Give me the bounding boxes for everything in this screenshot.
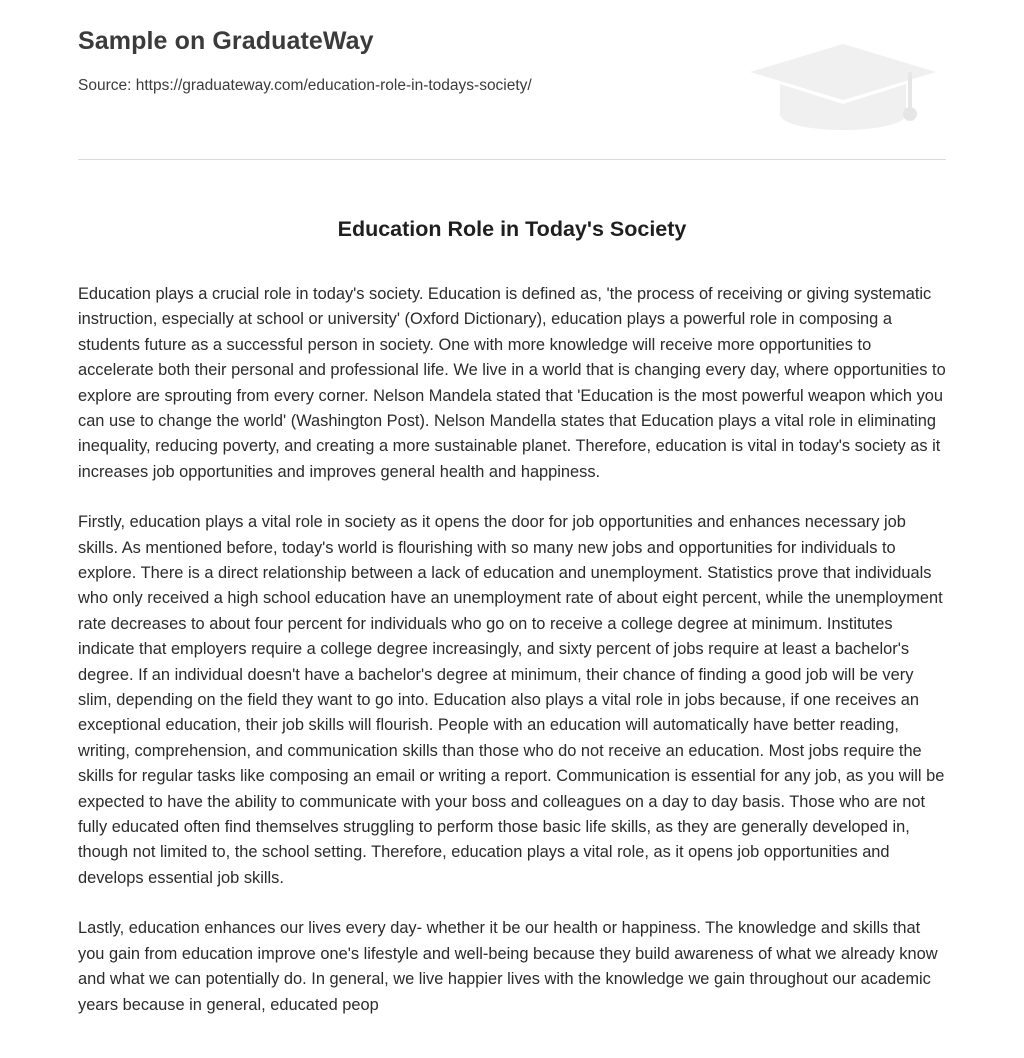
- paragraph: Firstly, education plays a vital role in society as it opens the door for job opportunities and enhances necessary job skills. As mentioned before, today's world is flourishing with so many new jobs and opportunities for individuals to explore. There is a direct relationship between a lack of education and unemployment. Statistics prove that individuals who only received a high school education have an unemployment rate of about eight percent, while the unemployment rate decreases to about four percent for individuals who go on to receive a college degree at minimum. Institutes indicate that employers require a college degree increasingly, and sixty percent of jobs require at least a bachelor's degree. If an individual doesn't have a bachelor's degree at minimum, their chance of finding a good job will be very slim, depending on the field they want to go into. Education also plays a vital role in jobs because, if one receives an exceptional education, their job skills will flourish. People with an education will automatically have better reading, writing, comprehension, and communication skills than those who do not receive an education. Most jobs require the skills for regular tasks like composing an email or writing a report. Communication is essential for any job, as you will be expected to have the ability to communicate with your boss and colleagues on a day to day basis. Those who are not fully educated often find themselves struggling to perform those basic life skills, as they are generally developed in, though not limited to, the school setting. Therefore, education plays a vital role, as it opens job opportunities and develops essential job skills.: [78, 513, 945, 887]
- document-header: [78, 26, 946, 130]
- document-body: [78, 282, 946, 1018]
- header-divider: [78, 159, 946, 160]
- graduation-cap-icon: [748, 40, 938, 132]
- paragraph: Education plays a crucial role in today's society. Education is defined as, 'the process of receiving or giving systematic instruction, especially at school or university' (Oxford Dictionary), education plays a powerful role in composing a students future as a successful person in society. One with more knowledge will receive more opportunities to accelerate both their personal and professional life. We live in a world that is changing every day, where opportunities to explore are sprouting from every corner. Nelson Mandela stated that 'Education is the most powerful weapon which you can use to change the world' (Washington Post). Nelson Mandella states that Education plays a vital role in eliminating inequality, reducing poverty, and creating a more sustainable planet. Therefore, education is vital in today's society as it increases job opportunities and improves general health and happiness.: [78, 284, 946, 481]
- paragraph: Lastly, education enhances our lives every day- whether it be our health or happiness. The knowledge and skills that you gain from education improve one's lifestyle and well-being because they build awareness of what we already know and what we can potentially do. In general, we live happier lives with the knowledge we gain throughout our academic years because in general, educated peop: [78, 919, 938, 1014]
- page-title: Education Role in Today's Society: [337, 217, 687, 241]
- brand-title: Sample on GraduateWay: [78, 27, 374, 55]
- source-url-line: Source: https://graduateway.com/education-role-in-todays-society/: [78, 77, 532, 94]
